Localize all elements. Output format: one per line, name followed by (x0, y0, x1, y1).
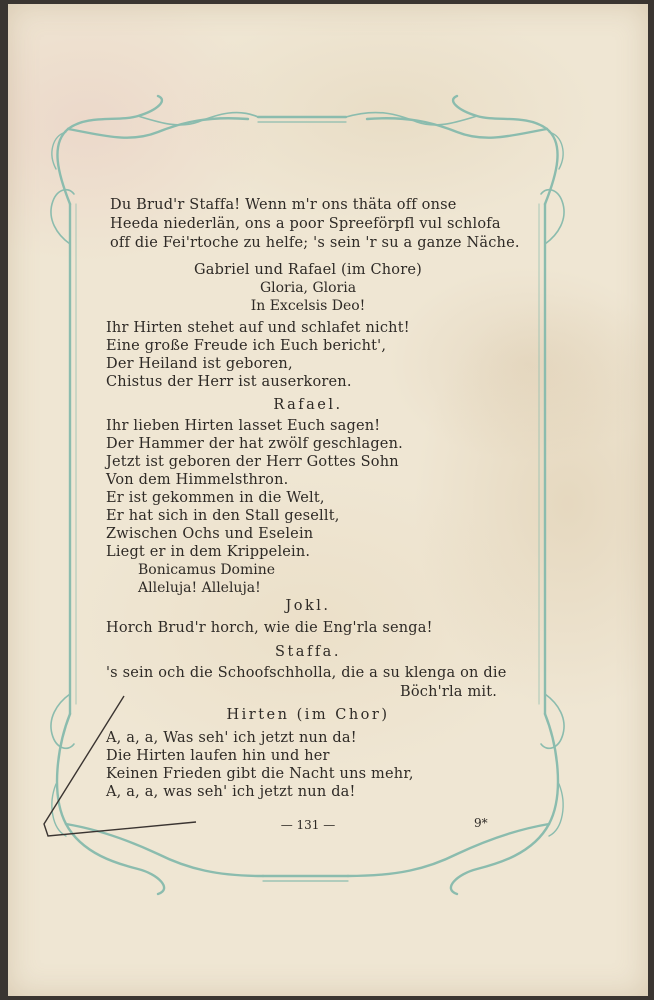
verse-line: Jetzt ist geboren der Herr Gottes Sohn (106, 454, 399, 470)
latin-gloria: Gloria, Gloria (259, 280, 357, 296)
verse-line: A, a, a, Was seh' ich jetzt nun da! (106, 730, 357, 746)
verse-line: Von dem Himmelsthron. (106, 472, 289, 488)
verse-line: Böch'rla mit. (400, 684, 498, 700)
verse-line: Die Hirten laufen hin und her (106, 748, 330, 764)
latin-alleluja: Alleluja! Alleluja! (138, 580, 261, 596)
verse-line: Liegt er in dem Krippelein. (106, 544, 311, 560)
verse-line: 's sein och die Schoofschholla, die a su klenga on die (106, 665, 507, 681)
heading-hirten: Hirten (im Chor) (226, 707, 390, 723)
latin-bonicamus: Bonicamus Domine (138, 562, 276, 578)
verse-line: Ihr lieben Hirten lasset Euch sagen! (106, 418, 381, 434)
ornamental-frame (8, 4, 648, 996)
page-number: — 131 — (280, 818, 336, 832)
verse-line: Er hat sich in den Stall gesellt, (106, 508, 340, 524)
document-page (8, 4, 648, 996)
heading-jokl: Jokl. (285, 598, 331, 614)
verse-line: Er ist gekommen in die Welt, (106, 490, 325, 506)
verse-line: Keinen Frieden gibt die Nacht uns mehr, (106, 766, 414, 782)
verse-line: Ihr Hirten stehet auf und schlafet nicht! (106, 320, 410, 336)
verse-line: Horch Brud'r horch, wie die Eng'rla senga! (106, 620, 433, 636)
verse-line: Der Hammer der hat zwölf geschlagen. (106, 436, 403, 452)
signature-mark: 9* (474, 816, 488, 830)
verse-line: Der Heiland ist geboren, (106, 356, 293, 372)
intro-line-2: Heeda niederlän, ons a poor Spreeförpfl vul schlofa (110, 216, 501, 232)
verse-line: A, a, a, was seh' ich jetzt nun da! (106, 784, 356, 800)
verse-line: Eine große Freude ich Euch bericht', (106, 338, 387, 354)
heading-staffa: Staffa. (275, 644, 341, 660)
intro-line-3: off die Fei'rtoche zu helfe; 's sein 'r su a ganze Näche. (110, 235, 520, 251)
latin-excelsis: In Excelsis Deo! (250, 298, 366, 314)
heading-rafael: Rafael. (273, 397, 343, 413)
heading-gabriel-rafael: Gabriel und Rafael (im Chore) (194, 262, 422, 278)
intro-line-1: Du Brud'r Staffa! Wenn m'r ons thäta off onse (110, 197, 457, 213)
verse-line: Chistus der Herr ist auserkoren. (106, 374, 352, 390)
verse-line: Zwischen Ochs und Eselein (106, 526, 314, 542)
